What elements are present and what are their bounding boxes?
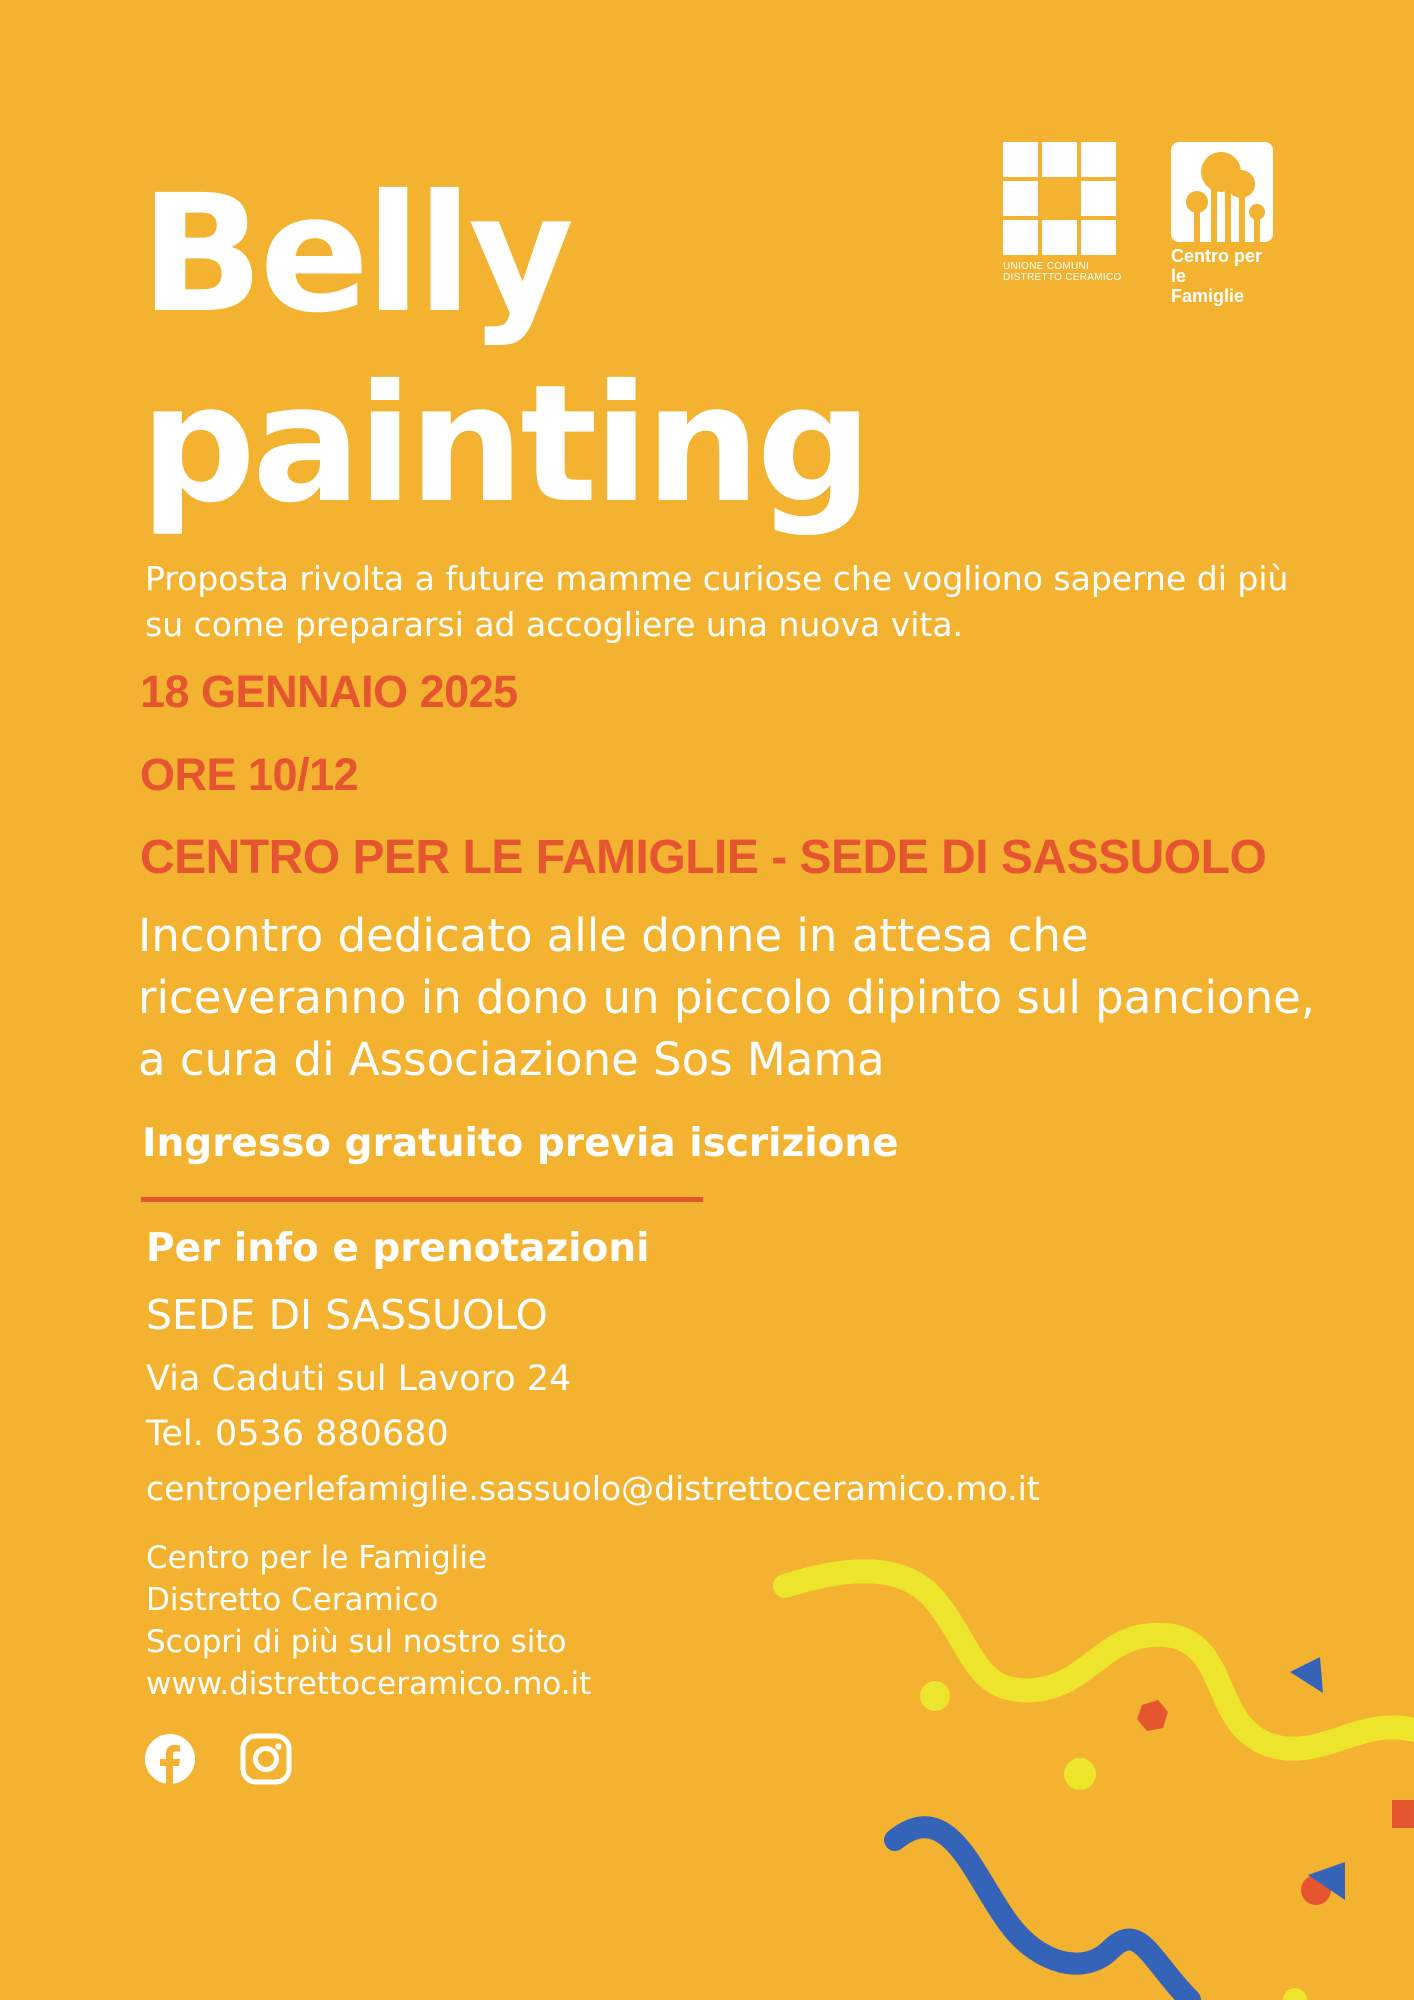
event-time: ORE 10/12 xyxy=(140,749,359,800)
red-hexagon xyxy=(1137,1700,1168,1731)
unione-comuni-logo xyxy=(1003,142,1123,283)
info-sede: SEDE DI SASSUOLO xyxy=(146,1291,548,1339)
divider xyxy=(141,1197,703,1202)
centro-logo-line1: Centro per le xyxy=(1171,246,1263,286)
facebook-icon[interactable] xyxy=(144,1733,196,1785)
unione-logo-mark xyxy=(1003,142,1123,255)
info-phone: Tel. 0536 880680 xyxy=(146,1414,449,1454)
blue-squiggle xyxy=(895,1827,1190,2000)
social-icons xyxy=(144,1733,292,1785)
event-date: 18 GENNAIO 2025 xyxy=(140,666,518,717)
centro-logo-mark xyxy=(1171,142,1273,242)
yellow-dot xyxy=(920,1681,950,1711)
unione-logo-caption xyxy=(1003,261,1123,283)
event-place: CENTRO PER LE FAMIGLIE - SEDE DI SASSUOLO xyxy=(140,831,1267,884)
title-line2: painting xyxy=(140,351,869,539)
yellow-dot xyxy=(1283,1988,1307,2000)
event-description: Incontro dedicato alle donne in attesa che riceveranno in dono un piccolo dipinto sul pancione, a cura di Associazione Sos Mama xyxy=(138,909,1316,1086)
centro-logo-caption xyxy=(1171,246,1275,306)
footer-line1: Centro per le Famiglie xyxy=(146,1540,488,1576)
info-address: Via Caduti sul Lavoro 24 xyxy=(146,1359,572,1399)
intro-text: Proposta rivolta a future mamme curiose che vogliono saperne di più su come prepararsi ad accogliere una nuova vita. xyxy=(145,559,1289,644)
unione-logo-line1: UNIONE COMUNI xyxy=(1003,261,1090,272)
trees-icon xyxy=(1171,142,1273,242)
footer-website: www.distrettoceramico.mo.it xyxy=(146,1666,592,1702)
centro-logo-line2: Famiglie xyxy=(1171,286,1245,306)
centro-famiglie-logo xyxy=(1171,142,1275,306)
yellow-dot xyxy=(1064,1758,1096,1790)
free-entry-note: Ingresso gratuito previa iscrizione xyxy=(142,1121,899,1166)
unione-logo-line2: DISTRETTO CERAMICO xyxy=(1003,272,1122,283)
info-email: centroperlefamiglie.sassuolo@distrettoceramico.mo.it xyxy=(146,1469,1040,1508)
title-line1: Belly xyxy=(140,161,571,349)
blue-triangle xyxy=(1290,1657,1323,1693)
footer-line2: Distretto Ceramico xyxy=(146,1582,439,1618)
red-square xyxy=(1392,1800,1414,1828)
footer-info xyxy=(146,1537,591,1705)
footer-line3: Scopri di più sul nostro sito xyxy=(146,1624,567,1660)
decorative-confetti xyxy=(760,1530,1414,2000)
poster-title xyxy=(140,160,868,540)
info-heading: Per info e prenotazioni xyxy=(146,1226,650,1271)
instagram-icon[interactable] xyxy=(240,1733,292,1785)
